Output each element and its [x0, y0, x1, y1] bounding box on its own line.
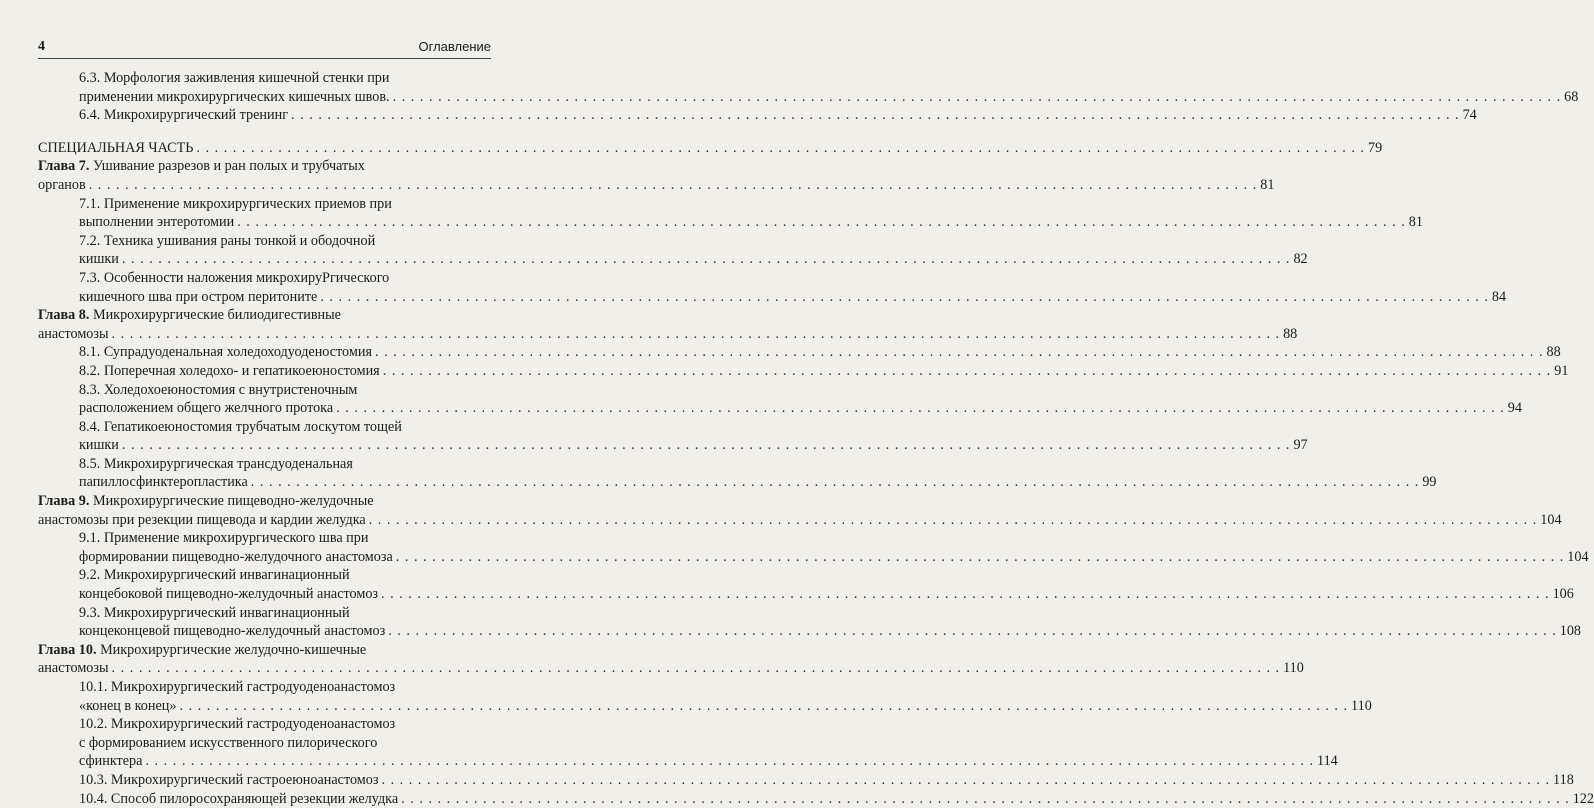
- leader-dots: [179, 698, 1348, 714]
- toc-entry-line: [79, 473, 1437, 492]
- toc-entry-line: [79, 418, 491, 437]
- leader-dots: [122, 251, 1291, 267]
- toc-entry: [38, 604, 1582, 641]
- toc-entry-line: [79, 195, 491, 214]
- toc-entry-line: [79, 715, 491, 734]
- toc-entry-line: [38, 157, 491, 176]
- page-ref: 91: [1554, 362, 1569, 379]
- toc-entry: [38, 771, 1574, 790]
- leader-dots: [336, 400, 1505, 416]
- entry-text: 8.3. Холедохоеюностомия с внутристеночным: [79, 381, 358, 398]
- entry-text: концебоковой пищеводно-желудочный анастомоз: [79, 586, 379, 603]
- entry-text: Ушивание разрезов и ран полых и трубчатых: [92, 158, 365, 175]
- toc-entry-line: [79, 213, 1423, 232]
- toc-entry: [38, 195, 1423, 232]
- page-ref: 104: [1540, 511, 1562, 528]
- toc-entry: [38, 157, 1275, 194]
- toc-entry-line: [79, 88, 1579, 107]
- toc-entry-line: [38, 325, 1298, 344]
- page-ref: 79: [1367, 139, 1383, 156]
- entry-text: выполнении энтеротомии: [79, 214, 235, 231]
- toc-entry-line: [79, 529, 491, 548]
- page-ref: 97: [1293, 437, 1308, 454]
- leader-dots: [145, 753, 1314, 769]
- entry-text: органов: [38, 176, 86, 193]
- page-ref: 81: [1408, 214, 1423, 231]
- entry-text: 9.2. Микрохирургический инвагинационный: [79, 567, 350, 584]
- running-title: Оглавление: [418, 39, 491, 54]
- leader-dots: [381, 586, 1550, 602]
- entry-text: СПЕЦИАЛЬНАЯ ЧАСТЬ: [38, 139, 194, 156]
- toc-entry-line: [79, 752, 1338, 771]
- leader-dots: [388, 623, 1557, 639]
- toc-entry-line: [79, 548, 1589, 567]
- entry-text: анастомозы: [38, 660, 109, 677]
- entry-text: 10.4. Способ пилоросохраняющей резекции желудка: [79, 790, 399, 807]
- entry-text: анастомозы: [38, 325, 109, 342]
- toc-entry-line: [79, 604, 491, 623]
- toc-entry-line: [79, 455, 491, 474]
- page-ref: 110: [1283, 660, 1304, 677]
- toc-entry: [38, 455, 1437, 492]
- page-ref: 68: [1564, 88, 1579, 105]
- page-ref: 94: [1507, 400, 1522, 417]
- entry-text: сфинктера: [79, 753, 143, 770]
- entry-text: 10.1. Микрохирургический гастродуоденоанастомоз: [79, 679, 396, 695]
- toc-entry: [38, 529, 1589, 566]
- leader-dots: [375, 344, 1544, 360]
- toc-entry: [38, 641, 1304, 678]
- toc-entry: [38, 69, 1579, 106]
- toc-entry: [38, 492, 1562, 529]
- toc-entry-line: [79, 790, 1594, 808]
- toc-entry-line: [79, 436, 1308, 455]
- toc-entry: [38, 232, 1308, 269]
- page-ref: 81: [1260, 176, 1275, 193]
- toc-entry-line: [38, 306, 491, 325]
- page-ref: 88: [1283, 325, 1298, 342]
- entry-text: «конец в конец»: [79, 697, 177, 714]
- toc-entry-line: [38, 139, 1383, 158]
- chapter-label: Глава 7.: [38, 158, 90, 175]
- toc-entry: [38, 362, 1569, 381]
- page-ref: 99: [1422, 474, 1437, 491]
- toc-entry-line: [79, 362, 1569, 381]
- entry-text: с формированием искусственного пилорического: [79, 734, 378, 751]
- leader-dots: [291, 107, 1460, 123]
- page-ref: 84: [1491, 288, 1507, 305]
- leader-dots: [383, 363, 1552, 379]
- toc-entry-line: [79, 381, 491, 400]
- entry-text: концеконцевой пищеводно-желудочный анастомоз: [79, 623, 386, 640]
- leader-dots: [396, 549, 1565, 565]
- toc-entry: [38, 418, 1308, 455]
- toc-entry-line: [79, 678, 491, 697]
- toc-entry: [38, 381, 1522, 418]
- page-number: 4: [38, 39, 45, 54]
- toc-entry: [38, 343, 1561, 362]
- entry-text: 9.3. Микрохирургический инвагинационный: [79, 604, 350, 621]
- page-ref: 106: [1552, 586, 1574, 603]
- toc-entry-line: [79, 697, 1372, 716]
- entry-text: 6.3. Морфология заживления кишечной стенки при: [79, 70, 390, 86]
- leader-dots: [401, 791, 1570, 807]
- entry-text: Микрохирургические желудочно-кишечные: [100, 641, 367, 658]
- entry-text: расположением общего желчного протока: [79, 400, 334, 417]
- entry-text: 7.1. Применение микрохирургических приемов при: [79, 195, 392, 212]
- toc-entry-line: [79, 343, 1561, 362]
- table-of-contents: [38, 69, 1594, 808]
- toc-entry-line: [79, 399, 1522, 418]
- page-ref: 82: [1293, 251, 1308, 268]
- entry-text: папиллосфинктеропластика: [79, 474, 248, 491]
- toc-entry-line: [79, 69, 491, 88]
- toc-entry-line: [79, 250, 1308, 269]
- toc-entry-line: [79, 585, 1574, 604]
- toc-entry-line: [79, 288, 1507, 307]
- toc-entry-line: [79, 566, 491, 585]
- leader-dots: [122, 437, 1291, 453]
- toc-entry: [38, 106, 1477, 125]
- chapter-label: Глава 9.: [38, 493, 90, 510]
- toc-entry: [38, 269, 1507, 306]
- leader-dots: [393, 89, 1562, 105]
- leader-dots: [381, 772, 1550, 788]
- entry-text: 8.5. Микрохирургическая трансдуоденальная: [79, 455, 353, 472]
- entry-text: кишки: [79, 437, 119, 454]
- entry-text: 7.2. Техника ушивания раны тонкой и ободочной: [79, 232, 376, 249]
- toc-entry-line: [38, 176, 1275, 195]
- entry-text: Микрохирургические пищеводно-желудочные: [92, 493, 374, 510]
- page-ref: 110: [1351, 697, 1372, 714]
- toc-entry-line: [79, 232, 491, 251]
- chapter-label: Глава 8.: [38, 307, 90, 324]
- leader-dots: [89, 177, 1258, 193]
- leader-dots: [320, 289, 1489, 305]
- toc-entry-line: [38, 641, 491, 660]
- page-ref: 104: [1567, 548, 1589, 565]
- entry-text: 7.3. Особенности наложения микрохируРгического: [79, 269, 390, 286]
- page-header: [38, 38, 491, 59]
- entry-text: 8.4. Гепатикоеюностомия трубчатым лоскутом тощей: [79, 418, 402, 435]
- toc-entry-line: [79, 106, 1477, 125]
- toc-entry-line: [38, 511, 1562, 530]
- entry-text: формировании пищеводно-желудочного анастомоза: [79, 548, 393, 565]
- entry-text: 8.1. Супрадуоденальная холедоходуоденостомия: [79, 344, 372, 361]
- page-ref: 114: [1317, 753, 1338, 770]
- entry-text: применении микрохирургических кишечных швов.: [79, 88, 390, 105]
- leader-dots: [237, 214, 1406, 230]
- toc-entry-line: [38, 492, 491, 511]
- chapter-label: Глава 10.: [38, 641, 97, 658]
- entry-text: 6.4. Микрохирургический тренинг: [79, 107, 289, 124]
- toc-entry-line: [79, 622, 1582, 641]
- toc-entry: [38, 306, 1298, 343]
- toc-entry: [38, 790, 1594, 808]
- leader-dots: [196, 140, 1365, 156]
- toc-entry: [38, 678, 1372, 715]
- page-ref: 108: [1559, 623, 1582, 640]
- entry-text: 10.3. Микрохирургический гастроеюноанастомоз: [79, 771, 379, 788]
- toc-entry-line: [79, 734, 491, 753]
- entry-text: Микрохирургические билиодигестивные: [92, 307, 341, 324]
- entry-text: анастомозы при резекции пищевода и кардии желудка: [38, 511, 366, 528]
- toc-entry-line: [79, 269, 491, 288]
- toc-entry-line: [79, 771, 1574, 790]
- leader-dots: [112, 660, 1281, 676]
- toc-entry: [38, 715, 1338, 771]
- toc-entry: [38, 566, 1574, 603]
- toc-entry: [38, 139, 1383, 158]
- entry-text: кишки: [79, 251, 119, 268]
- page-ref: 74: [1462, 107, 1477, 124]
- page-ref: 88: [1546, 344, 1561, 361]
- entry-text: 8.2. Поперечная холедохо- и гепатикоеюностомия: [79, 362, 380, 379]
- leader-dots: [251, 474, 1420, 490]
- toc-entry-line: [38, 659, 1304, 678]
- entry-text: 9.1. Применение микрохирургического шва при: [79, 530, 369, 547]
- page-ref: 122: [1572, 790, 1594, 807]
- page-ref: 118: [1553, 771, 1574, 788]
- entry-text: кишечного шва при остром перитоните: [79, 288, 318, 305]
- leader-dots: [112, 326, 1281, 342]
- leader-dots: [369, 512, 1538, 528]
- entry-text: 10.2. Микрохирургический гастродуоденоанастомоз: [79, 716, 396, 733]
